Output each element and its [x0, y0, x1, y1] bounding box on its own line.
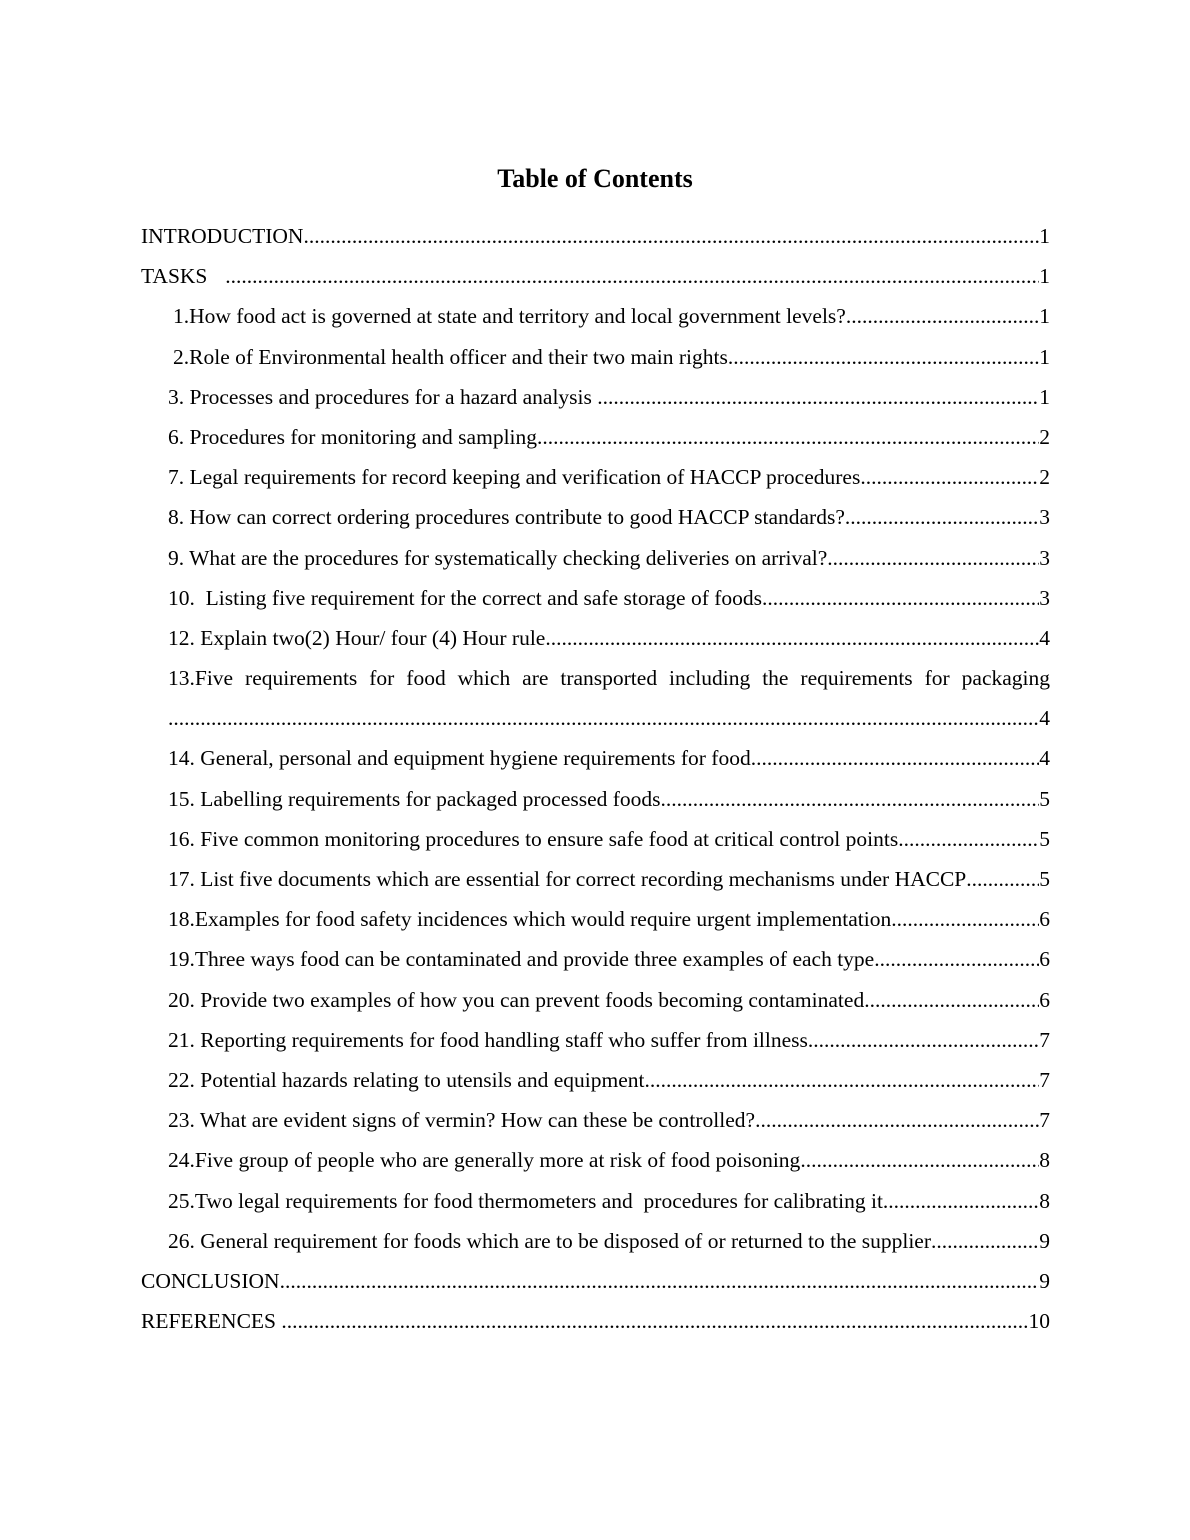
- dot-leader: [225, 256, 1039, 296]
- toc-entry-label: 17. List five documents which are essential for correct recording mechanisms under HACCP: [168, 867, 967, 891]
- toc-entry-label: 23. What are evident signs of vermin? How can these be controlled?: [168, 1108, 756, 1133]
- dot-leader: [800, 1140, 1039, 1180]
- toc-page-number: 5: [1039, 786, 1050, 811]
- toc-page-number: 3: [1039, 585, 1050, 610]
- toc-page-number: 2: [1039, 424, 1050, 449]
- dot-leader: [644, 1060, 1039, 1100]
- toc-entry-task-13-continued[interactable]: [141, 698, 1050, 738]
- dot-leader: [303, 216, 1039, 256]
- toc-entry-task-2[interactable]: [141, 337, 1050, 377]
- dot-leader: [827, 538, 1039, 578]
- toc-entry-label: 14. General, personal and equipment hygiene requirements for food: [168, 746, 751, 771]
- toc-entry-label: CONCLUSION: [141, 1268, 280, 1293]
- dot-leader: [883, 1181, 1039, 1221]
- toc-page-number: 7: [1039, 1108, 1050, 1133]
- toc-entry-task-1[interactable]: [141, 296, 1050, 336]
- toc-entry-task-3[interactable]: [141, 377, 1050, 417]
- dot-leader: [874, 939, 1039, 979]
- toc-page-number: 4: [1039, 706, 1050, 731]
- toc-page-number: 1: [1039, 264, 1050, 289]
- toc-entry-label: 3. Processes and procedures for a hazard analysis: [168, 384, 598, 409]
- dot-leader: [545, 618, 1039, 658]
- toc-page-number: 7: [1039, 1067, 1050, 1092]
- toc-entry-task-26[interactable]: [141, 1221, 1050, 1261]
- dot-leader: [931, 1221, 1039, 1261]
- toc-entry-task-19[interactable]: [141, 939, 1050, 979]
- toc-page-number: 1: [1039, 304, 1050, 329]
- toc-entry-task-12[interactable]: [141, 618, 1050, 658]
- toc-page-number: 4: [1039, 625, 1050, 650]
- page-title: Table of Contents: [497, 164, 693, 193]
- dot-leader: [966, 859, 1039, 899]
- toc-entry-task-16[interactable]: [141, 819, 1050, 859]
- toc-entry-label: 24.Five group of people who are generally more at risk of food poisoning: [168, 1148, 801, 1173]
- dot-leader: [860, 457, 1039, 497]
- dot-leader: [537, 417, 1039, 457]
- toc-page-number: 6: [1039, 907, 1050, 932]
- toc-entry-label: TASKS: [141, 264, 208, 289]
- toc-entry-task-23[interactable]: [141, 1100, 1050, 1140]
- toc-page-number: 4: [1039, 746, 1050, 771]
- toc-page-number: 9: [1039, 1228, 1050, 1253]
- toc-entry-label: 9. What are the procedures for systematically checking deliveries on arrival?: [168, 545, 828, 570]
- toc-entry-label: REFERENCES: [141, 1309, 282, 1334]
- toc-entry-task-17[interactable]: [141, 859, 1050, 899]
- dot-leader: [728, 337, 1039, 377]
- table-of-contents: [141, 216, 1050, 1341]
- toc-entry-task-20[interactable]: [141, 980, 1050, 1020]
- toc-entry-task-25[interactable]: [141, 1181, 1050, 1221]
- dot-leader: [751, 738, 1040, 778]
- toc-entry-label: 10. Listing five requirement for the correct and safe storage of foods: [168, 585, 763, 610]
- toc-page-number: 9: [1039, 1268, 1050, 1293]
- toc-page-number: 2: [1039, 465, 1050, 490]
- dot-leader: [891, 899, 1039, 939]
- dot-leader: [846, 296, 1039, 336]
- toc-entry-label: 2.Role of Environmental health officer and their two main rights: [173, 344, 728, 369]
- toc-entry-label: 26. General requirement for foods which are to be disposed of or returned to the supplier: [168, 1228, 932, 1253]
- toc-entry-conclusion[interactable]: [141, 1261, 1050, 1301]
- dot-leader: [168, 698, 1039, 738]
- toc-entry-label: 1.How food act is governed at state and territory and local government levels?: [173, 304, 846, 329]
- toc-entry-task-18[interactable]: [141, 899, 1050, 939]
- dot-leader: [281, 1301, 1028, 1341]
- toc-entry-references[interactable]: [141, 1301, 1050, 1341]
- toc-entry-label: 6. Procedures for monitoring and sampling: [168, 424, 538, 449]
- toc-entry-label: 16. Five common monitoring procedures to ensure safe food at critical control points: [168, 826, 899, 851]
- toc-page-number: 5: [1039, 867, 1050, 891]
- toc-entry-label: 8. How can correct ordering procedures contribute to good HACCP standards?: [168, 505, 845, 530]
- toc-entry-label: INTRODUCTION: [141, 224, 304, 248]
- toc-page-number: 3: [1039, 545, 1050, 570]
- toc-entry-label: 19.Three ways food can be contaminated and provide three examples of each type: [168, 947, 875, 972]
- dot-leader: [597, 377, 1039, 417]
- toc-entry-label: 13.Five requirements for food which are transported including the requirements for packaging: [168, 666, 1050, 691]
- toc-page-number: 8: [1039, 1188, 1050, 1213]
- toc-page-number: 6: [1039, 987, 1050, 1012]
- toc-entry-task-6[interactable]: [141, 417, 1050, 457]
- toc-entry-label: 7. Legal requirements for record keeping and verification of HACCP procedures: [168, 465, 861, 490]
- dot-leader: [755, 1100, 1039, 1140]
- toc-page-number: 1: [1039, 224, 1050, 248]
- toc-entry-label: 18.Examples for food safety incidences which would require urgent implementation: [168, 907, 892, 932]
- dot-leader: [280, 1261, 1040, 1301]
- toc-entry-task-21[interactable]: [141, 1020, 1050, 1060]
- dot-leader: [808, 1020, 1039, 1060]
- toc-entry-tasks[interactable]: [141, 256, 1050, 296]
- toc-entry-task-15[interactable]: [141, 779, 1050, 819]
- dot-leader: [898, 819, 1039, 859]
- toc-page-number: 5: [1039, 826, 1050, 851]
- toc-entry-task-10[interactable]: [141, 578, 1050, 618]
- toc-entry-label: 25.Two legal requirements for food thermometers and procedures for calibrating it: [168, 1188, 883, 1213]
- toc-page-number: 6: [1039, 947, 1050, 972]
- toc-entry-label: 21. Reporting requirements for food handling staff who suffer from illness: [168, 1027, 808, 1052]
- toc-entry-task-8[interactable]: [141, 497, 1050, 537]
- toc-page-number: 3: [1039, 505, 1050, 530]
- toc-page-number: 7: [1039, 1027, 1050, 1052]
- toc-entry-label: 15. Labelling requirements for packaged processed foods: [168, 786, 661, 811]
- toc-entry-introduction[interactable]: [141, 216, 1050, 256]
- toc-entry-task-22[interactable]: [141, 1060, 1050, 1100]
- toc-page-number: 1: [1039, 344, 1050, 369]
- toc-entry-label: 12. Explain two(2) Hour/ four (4) Hour rule: [168, 625, 546, 650]
- toc-page-number: 10: [1028, 1309, 1050, 1334]
- dot-leader: [864, 980, 1039, 1020]
- toc-entry-task-9[interactable]: [141, 538, 1050, 578]
- toc-entry-task-24[interactable]: [141, 1140, 1050, 1180]
- toc-entry-task-14[interactable]: [141, 738, 1050, 778]
- dot-leader: [762, 578, 1039, 618]
- dot-leader: [661, 779, 1040, 819]
- toc-page-number: 1: [1039, 384, 1050, 409]
- toc-entry-task-13[interactable]: [141, 658, 1050, 698]
- dot-leader: [845, 497, 1039, 537]
- toc-entry-label: 22. Potential hazards relating to utensils and equipment: [168, 1067, 645, 1092]
- toc-page-number: 8: [1039, 1148, 1050, 1173]
- toc-entry-label: 20. Provide two examples of how you can prevent foods becoming contaminated: [168, 987, 865, 1012]
- toc-entry-task-7[interactable]: [141, 457, 1050, 497]
